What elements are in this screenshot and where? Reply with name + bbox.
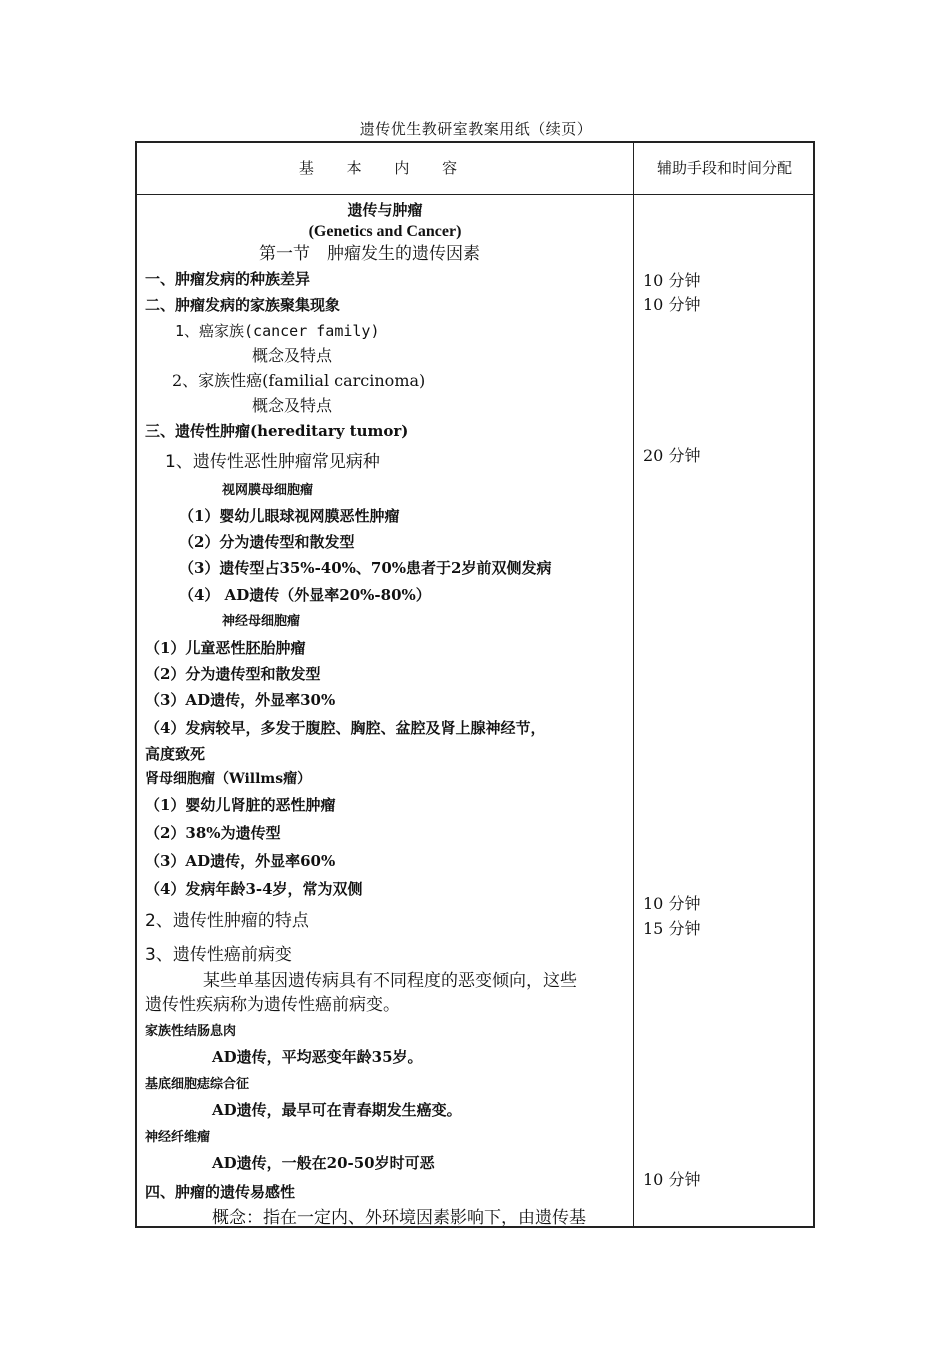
wilms-point-4: （4）发病年龄3-4岁，常为双侧	[145, 880, 363, 898]
bcn-detail: AD遗传，最早可在青春期发生癌变。	[212, 1101, 462, 1119]
wilms-point-2: （2）38%为遗传型	[145, 824, 281, 842]
fap-label: 家族性结肠息肉	[145, 1024, 237, 1039]
wilms-point-3: （3）AD遗传，外显率60%	[145, 852, 336, 870]
item-concept-1: 概念及特点	[252, 346, 333, 365]
time-allocation: 10 分钟	[643, 894, 701, 913]
header-content: 基 本 内 容	[298, 159, 472, 177]
retinoblastoma-point-4: （4） AD遗传（外显率20%-80%）	[179, 586, 431, 604]
heading-3: 三、遗传性肿瘤(hereditary tumor)	[145, 422, 409, 440]
header-aux: 辅助手段和时间分配	[656, 159, 792, 177]
neuroblastoma-point-1: （1）儿童恶性胚胎肿瘤	[145, 639, 306, 657]
subheading-3-3: 3、遗传性癌前病变	[145, 945, 292, 965]
neuroblastoma-point-3: （3）AD遗传，外显率30%	[145, 691, 336, 709]
retinoblastoma-label: 视网膜母细胞瘤	[222, 483, 314, 498]
heading-2: 二、肿瘤发病的家族聚集现象	[145, 296, 341, 314]
retinoblastoma-point-1: （1）婴幼儿眼球视网膜恶性肿瘤	[179, 507, 400, 525]
lesson-plan-table	[135, 141, 815, 1228]
bcn-label: 基底细胞痣综合征	[145, 1077, 250, 1092]
heading-4-concept: 概念：指在一定内、外环境因素影响下，由遗传基	[212, 1208, 586, 1228]
wilms-point-1: （1）婴幼儿肾脏的恶性肿瘤	[145, 796, 336, 814]
wilms-label: 肾母细胞瘤（Willms瘤）	[145, 771, 312, 787]
neuroblastoma-label: 神经母细胞瘤	[222, 614, 301, 629]
item-cancer-family: 1、癌家族(cancer family)	[175, 322, 380, 340]
time-allocation: 10 分钟	[643, 271, 701, 290]
item-familial-carcinoma: 2、家族性癌(familial carcinoma)	[172, 371, 426, 390]
neuroblastoma-point-4: （4）发病较早，多发于腹腔、胸腔、盆腔及肾上腺神经节，	[145, 719, 546, 737]
time-allocation: 10 分钟	[643, 295, 701, 314]
lesson-subtitle: (Genetics and Cancer)	[308, 223, 462, 240]
header-divider	[137, 194, 813, 195]
heading-1: 一、肿瘤发病的种族差异	[145, 270, 311, 288]
time-allocation: 20 分钟	[643, 446, 701, 465]
lesson-title: 遗传与肿瘤	[347, 201, 423, 219]
subheading-3-2: 2、遗传性肿瘤的特点	[145, 911, 309, 931]
item-concept-2: 概念及特点	[252, 396, 333, 415]
nf-detail: AD遗传，一般在20-50岁时可恶	[212, 1154, 435, 1172]
paragraph-line-1: 某些单基因遗传病具有不同程度的恶变倾向，这些	[203, 971, 577, 991]
subheading-3-1: 1、遗传性恶性肿瘤常见病种	[165, 452, 380, 472]
time-allocation: 10 分钟	[643, 1170, 701, 1189]
column-divider	[633, 143, 634, 1226]
time-allocation: 15 分钟	[643, 919, 701, 938]
neuroblastoma-point-2: （2）分为遗传型和散发型	[145, 665, 321, 683]
nf-label: 神经纤维瘤	[145, 1130, 211, 1145]
section-heading: 第一节 肿瘤发生的遗传因素	[259, 244, 480, 264]
fap-detail: AD遗传，平均恶变年龄35岁。	[212, 1048, 423, 1066]
heading-4: 四、肿瘤的遗传易感性	[145, 1183, 296, 1201]
retinoblastoma-point-3: （3）遗传型占35%-40%、70%患者于2岁前双侧发病	[179, 559, 552, 577]
neuroblastoma-point-4-cont: 高度致死	[145, 745, 206, 763]
page-title: 遗传优生教研室教案用纸（续页）	[359, 120, 593, 138]
paragraph-line-2: 遗传性疾病称为遗传性癌前病变。	[145, 995, 400, 1015]
retinoblastoma-point-2: （2）分为遗传型和散发型	[179, 533, 355, 551]
